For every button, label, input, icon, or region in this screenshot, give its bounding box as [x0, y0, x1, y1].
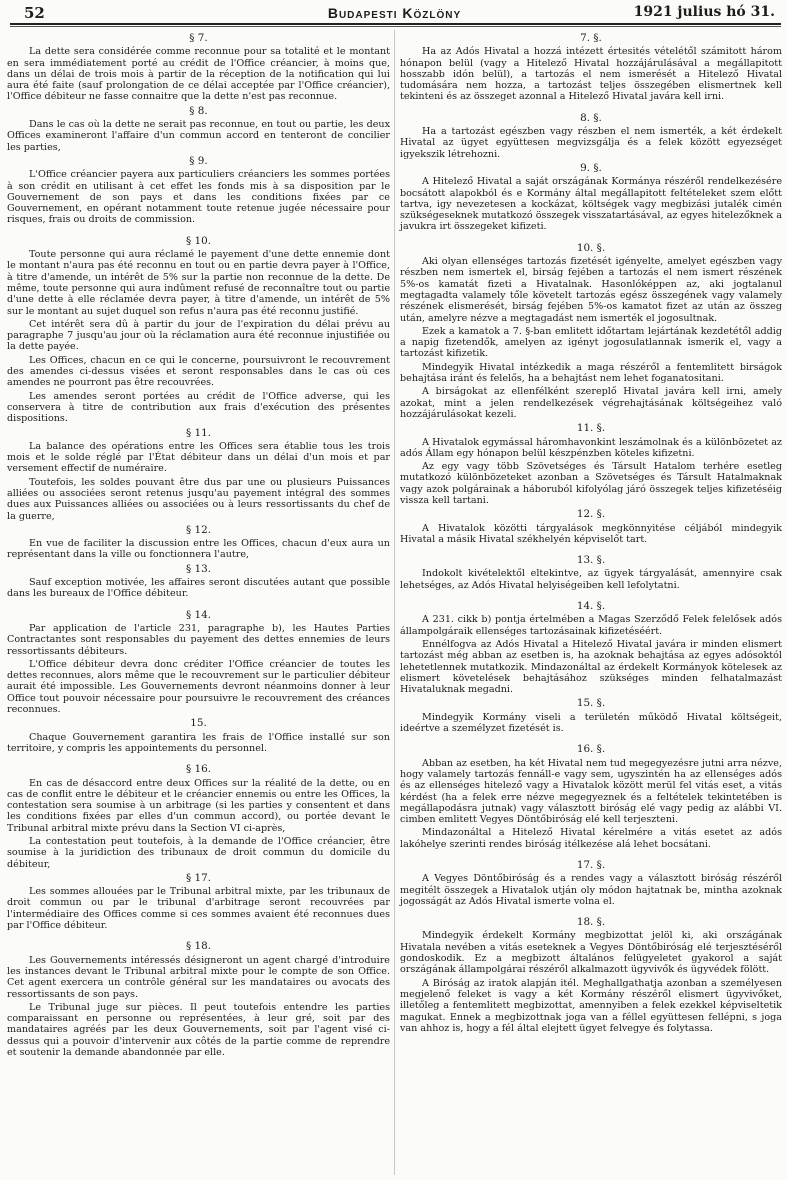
section-paragraph: A Hivatalok egymással háromhavonkint leszámolnak és a különbözetet az adós Állam egy hónapon belül készpénzben köteles kifizetni.: [400, 436, 782, 459]
header-rule-thin: [10, 26, 781, 27]
section-paragraph: Le Tribunal juge sur pièces. Il peut toutefois entendre les parties comparaissant en personne ou représentées, à leur gré, soit par des mandataires agréés par les deux Gouvernements, soit par l'agent visé ci-dessus qui a pouvoir d'intervenir aux côtés de la partie comme de reprendre et soutenir la demande abandonnée par elle.: [7, 1001, 390, 1059]
section-heading: 8. §.: [580, 111, 602, 124]
column-divider: [394, 30, 395, 1175]
section-paragraph: Mindegyik Hivatal intézkedik a maga részéről a fentemlitett birságok behajtása iránt és felelős, ha a behajtást nem lehet foganatositani.: [400, 361, 782, 385]
section-heading: 9. §.: [580, 161, 602, 174]
section-paragraph: A Hivatalok közötti tárgyalások megkönnyitése céljából mindegyik Hivatal a másik Hivatal székhelyén képviselőt tart.: [400, 522, 782, 545]
section-paragraph: La balance des opérations entre les Offices sera établie tous les trois mois et le solde réglé par l'État débiteur dans un délai d'un mois et par versement effectif de numéraire.: [7, 440, 390, 475]
section-paragraph: En vue de faciliter la discussion entre les Offices, chacun d'eux aura un représentant dans la ville ou fonctionnera l'autre,: [7, 538, 390, 561]
section-heading: 12. §.: [576, 508, 606, 521]
section-paragraph: Mindegyik Kormány viseli a területén működő Hivatal költségeit, ideértve a személyzet fizetését is.: [400, 711, 782, 735]
section-paragraph: Ha a tartozást egészben vagy részben el nem ismerték, a két érdekelt Hivatal az ügyet együttesen megvizsgálja és a felek között egyezséget igyekszik létrehozni.: [400, 126, 782, 160]
section-paragraph: A Vegyes Döntőbiróság és a rendes vagy a választott biróság részéről megitélt összegek a Hivatalok utján oly módon hajtatnak be, mintha azoknak jogosságát az Adós Hivatal ismerte volna el.: [400, 873, 782, 907]
french-column: [7, 30, 390, 1060]
section-paragraph: Les Gouvernements intéressés désigneront un agent chargé d'introduire les instances devant le Tribunal arbitral mixte pour le compte de son Office. Cet agent exercera un contrôle général sur les mandataires ou avocats des ressortissants de son pays.: [7, 954, 390, 1000]
section-paragraph: Chaque Gouvernement garantira les frais de l'Office installé sur son territoire, y compris les appointements du personnel.: [7, 731, 390, 754]
header-rule: [10, 23, 781, 25]
section-paragraph: Les sommes allouées par le Tribunal arbitral mixte, par les tribunaux de droit commun ou par le tribunal d'arbitrage seront recouvrées par l'intermédiaire des Offices comme si ces sommes avaient été reconnues dues par l'Office débiteur.: [7, 886, 390, 932]
hungarian-column: [400, 30, 782, 1036]
section-paragraph: La dette sera considérée comme reconnue pour sa totalité et le montant en sera immédiatement porté au crédit de l'Office créancier, à moins que, dans un délai de trois mois à partir de la réception de la notification qui lui aura été faite (sauf prolongation de ce délai acceptée par l'Office créancier), l'Office débiteur ne fasse connaitre que la dette n'est pas reconnue.: [7, 46, 390, 103]
section-heading: § 13.: [185, 562, 212, 575]
section-paragraph: Par application de l'article 231, paragraphe b), les Hautes Parties Contractantes sont responsables du payement des dettes ennemies de leurs ressortissants débiteurs.: [7, 622, 390, 657]
section-paragraph: Les Offices, chacun en ce qui le concerne, poursuivront le recouvrement des amendes ci-dessus visées et seront responsables dans le cas où ces amendes ne pourront pas être recouvrées.: [7, 354, 390, 389]
section-paragraph: Les amendes seront portées au crédit de l'Office adverse, qui les conservera à titre de contribution aux frais d'exécution des présentes dispositions.: [7, 390, 390, 425]
section-heading: 11. §.: [576, 422, 606, 435]
section-paragraph: Mindazonáltal a Hitelező Hivatal kérelmére a vitás esetet az adós lakóhelye szerinti rendes biróság itélkezése alá lehet bocsátani.: [400, 827, 782, 850]
section-paragraph: Ha az Adós Hivatal a hozzá intézett értesités vételétől számitott három hónapon belül (vagy a Hitelező Hivatal hozzájárulásával a megállapitott hosszabb idón belül), a tartozás el nem ismerését a Hitelező Hivatal tudomására nem hozza, a tartozást teljes összegében elismertnek kell tekinteni és az összeget azonnal a Hitelező Hivatal javára kell irni.: [400, 46, 782, 103]
section-heading: 15. §.: [576, 697, 606, 710]
section-heading: § 18.: [185, 940, 212, 953]
page-number: 52: [24, 4, 45, 22]
issue-date: 1921 julius hó 31.: [633, 4, 775, 20]
section-paragraph: Cet intérêt sera dû à partir du jour de l'expiration du délai prévu au paragraphe 7 jusqu'au jour où la réclamation aura été reconnue injustifiée ou la dette payée.: [7, 318, 390, 353]
section-heading: 18. §.: [576, 916, 606, 929]
section-heading: § 17.: [185, 871, 212, 884]
section-heading: 10. §.: [576, 241, 606, 254]
section-paragraph: Aki olyan ellenséges tartozás fizetését igényelte, amelyet egészben vagy részben nem ismertek el, birság fejében a tartozás el nem ismert részének 5%-os kamatát fizeti a Hivatalnak. Hasonlóképpen az, aki jogtalanul megtagadta valamely tőle követelt tartozás egész összegének vagy valamely részének elismerését, birság fejében 5%-os kamatot fizet az után az összeg után, amelyre nézve a megtagadást nem ismerték el jogosultnak.: [400, 256, 782, 324]
section-heading: § 7.: [189, 32, 208, 44]
section-paragraph: L'Office créancier payera aux particuliers créanciers les sommes portées à son crédit en utilisant à cet effet les fonds mis à sa disposition par le Gouvernement de son pays et dans les conditions fixées par ce Gouvernement, en opérant notamment toute retenue jugée nécessaire pour risques, frais ou droits de commission.: [7, 169, 390, 226]
section-paragraph: En cas de désaccord entre deux Offices sur la réalité de la dette, ou en cas de conflit entre le débiteur et le créancier ennemis ou entre les Offices, la contestation sera soumise à un arbitrage (si les parties y consentent et dans les conditions fixées par elles d'un commun accord), ou portée devant le Tribunal arbitral mixte prévu dans la Section VI ci-après,: [7, 777, 390, 834]
section-heading: 15.: [190, 717, 207, 730]
section-heading: § 11.: [185, 426, 212, 439]
section-paragraph: Indokolt kivételektől eltekintve, az ügyek tárgyalását, amennyire csak lehetséges, az Adós Hivatal helyiségeiben kell lefolytatni.: [400, 568, 782, 591]
section-heading: § 8.: [189, 104, 208, 117]
section-paragraph: Ennélfogva az Adós Hivatal a Hitelező Hivatal javára ir minden elismert tartozást még abban az esetben is, ha azoknak behajtása az egyes adósoktól lehetetlennek mutatkozik. Mindazonáltal az érdekelt Kormányok kötelesek az elismert követelések behajtásához szükséges minden felhatalmazást Hivataluknak megadni.: [400, 638, 782, 696]
section-paragraph: Toutefois, les soldes pouvant être dus par une ou plusieurs Puissances alliées ou associées seront retenus jusqu'au payement intégral des sommes dues aux Puissances alliées ou associées ou à leurs ressortissants du chef de la guerre,: [7, 476, 390, 522]
section-paragraph: La contestation peut toutefois, à la demande de l'Office créancier, être soumise à la juridiction des tribunaux de droit commun du domicile du débiteur,: [7, 836, 390, 870]
section-heading: 13. §.: [576, 554, 606, 567]
section-heading: § 14.: [185, 608, 212, 621]
section-paragraph: Ezek a kamatok a 7. §-ban emlitett időtartam lejártának kezdetétől addig a napig fizetendők, amelyen az igényt jogosulatlannak ismerik el, vagy a tartozást kifizetik.: [400, 325, 782, 360]
section-paragraph: A Biróság az iratok alapján itél. Meghallgathatja azonban a személyesen megjelenő feleket is vagy a két Kormány részéről elismert ügyvivőket, illetőleg a fentemlitett megbizottat, amennyiben a felek ezekkel képviseltetik magukat. Ennek a megbizottnak joga van a féllel együttesen fellépni, s joga van ahhoz is, hogy a fél által elejtett ügyet felvegye és folytassa.: [400, 977, 782, 1034]
section-paragraph: Dans le cas où la dette ne serait pas reconnue, en tout ou partie, les deux Offices examineront l'affaire d'un commun accord en tenteront de concilier les parties,: [7, 119, 390, 153]
section-paragraph: A birságokat az ellenfélként szereplő Hivatal javára kell irni, amely azokat, mint a jelen rendelkezések végrehajtásának költségeihez való hozzájárulásokat kezeli.: [400, 386, 782, 420]
section-paragraph: A Hitelező Hivatal a saját országának Kormánya részéről rendelkezésére bocsátott alapokból és e Kormány által megállapitott feltételeket szem előtt tartva, igy nevezetesen a kockázat, költségek vagy megbizási jutalék cimén szükségeseknek mutatkozó összegek visszatartásával, az egyes hitelezőknek a javukra irt összegeket kifizeti.: [400, 176, 782, 233]
section-heading: 14. §.: [576, 600, 606, 613]
journal-title: Budapesti Közlöny: [327, 5, 462, 21]
section-heading: § 10.: [185, 234, 212, 247]
section-paragraph: Abban az esetben, ha két Hivatal nem tud megegyezésre jutni arra nézve, hogy valamely tartozás fennáll-e vagy sem, ugyszintén ha az ellenséges adós és az ellenséges hitelező vagy a Hivatalok között merül fel vitás eset, a vitás kérdést (ha a felek erre nézve megegyeznek és a feltételek tekintetében is megállapodásra jutnak) vagy választott biróság elé vagy pedig az alábbi VI. cimben emlitett Vegyes Döntőbiróság elé kell terjeszteni.: [400, 757, 782, 826]
section-paragraph: L'Office débiteur devra donc créditer l'Office créancier de toutes les dettes reconnues, alors même que le recouvrement sur le particulier débiteur aurait été impossible. Les Gouvernements devront néanmoins donner à leur Office tout pouvoir nécessaire pour poursuivre le recouvrement des créances reconnues.: [7, 658, 390, 716]
section-paragraph: Az egy vagy több Szövetséges és Társult Hatalom terhére esetleg mutatkozó különbözeteket azonban a Szövetséges és Társult Hatalmaknak vagy azok polgárainak a háboruból kifolyólag járó összegek teljes kifizetéséig vissza kell tartani.: [400, 461, 782, 506]
section-heading: 16. §.: [576, 743, 606, 756]
section-heading: § 9.: [189, 154, 208, 167]
section-paragraph: A 231. cikk b) pontja értelmében a Magas Szerződő Felek felelősek adós állampolgáraik ellenséges tartozásainak kifizetéséért.: [400, 614, 782, 637]
section-heading: § 16.: [185, 763, 212, 776]
section-heading: § 12.: [185, 523, 212, 536]
section-heading: 7. §.: [580, 32, 602, 44]
section-heading: 17. §.: [576, 859, 606, 871]
page-header: [10, 4, 779, 24]
section-paragraph: Mindegyik érdekelt Kormány megbizottat jelöl ki, aki országának Hivatala nevében a vitás eseteknek a Vegyes Döntőbiróság elé terjesztéséről gondoskodik. Ez a megbizott általános felügyeletet gyakorol a saját országának állampolgárai részéről alkalmazott ügyvivők és ügyvédek fölött.: [400, 930, 782, 976]
section-paragraph: Toute personne qui aura réclamé le payement d'une dette ennemie dont le montant n'aura pas été reconnu en tout ou en partie devra payer à l'Office, à titre d'amende, un intérêt de 5% sur la partie non reconnue de la dette. De même, toute personne qui aura indûment refusé de reconnaître tout ou partie d'une dette à elle réclamée devra payer, à titre d'amende, un intérêt de 5% sur le montant au sujet duquel son refus n'aura pas été reconnu justifié.: [7, 249, 390, 317]
section-paragraph: Sauf exception motivée, les affaires seront discutées autant que possible dans les bureaux de l'Office débiteur.: [7, 577, 390, 600]
